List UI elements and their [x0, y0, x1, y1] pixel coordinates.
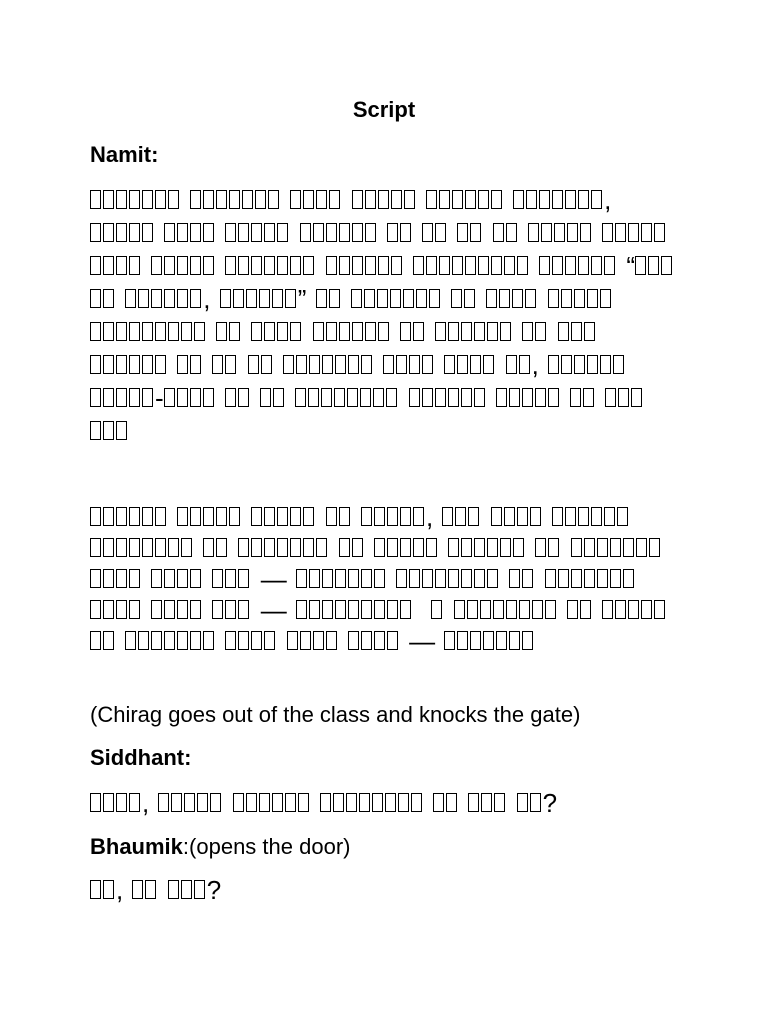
bhaumik-heading: [90, 834, 350, 860]
paragraph-line: ,: [90, 349, 674, 382]
speaker-siddhant: Siddhant:: [90, 745, 192, 770]
dialogue-line: , ?: [90, 787, 557, 820]
paragraph-line: [90, 415, 674, 448]
speaker-bhaumik: Bhaumik: [90, 834, 183, 859]
paragraph-line: —: [90, 564, 667, 595]
bhaumik-action: :(opens the door): [182, 834, 351, 859]
paragraph-line: ,: [90, 184, 674, 217]
paragraph-line: -: [90, 382, 674, 415]
paragraph-line: —: [90, 595, 667, 626]
bhaumik-dialogue: [90, 874, 221, 907]
speaker-namit: Namit:: [90, 142, 159, 167]
page-title: Script: [352, 97, 416, 122]
paragraph-line: “: [90, 250, 674, 283]
paragraph-line: [90, 533, 667, 564]
namit-paragraph-2: [90, 502, 667, 657]
paragraph-line: —: [90, 626, 667, 657]
paragraph-line: [90, 316, 674, 349]
paragraph-line: [90, 217, 674, 250]
paragraph-line: ,: [90, 502, 667, 533]
paragraph-line: , ”: [90, 283, 674, 316]
namit-paragraph-1: [90, 184, 674, 448]
stage-direction: (Chirag goes out of the class and knocks the gate): [90, 702, 581, 727]
siddhant-dialogue: [90, 787, 557, 820]
dialogue-line: , ?: [90, 874, 221, 907]
